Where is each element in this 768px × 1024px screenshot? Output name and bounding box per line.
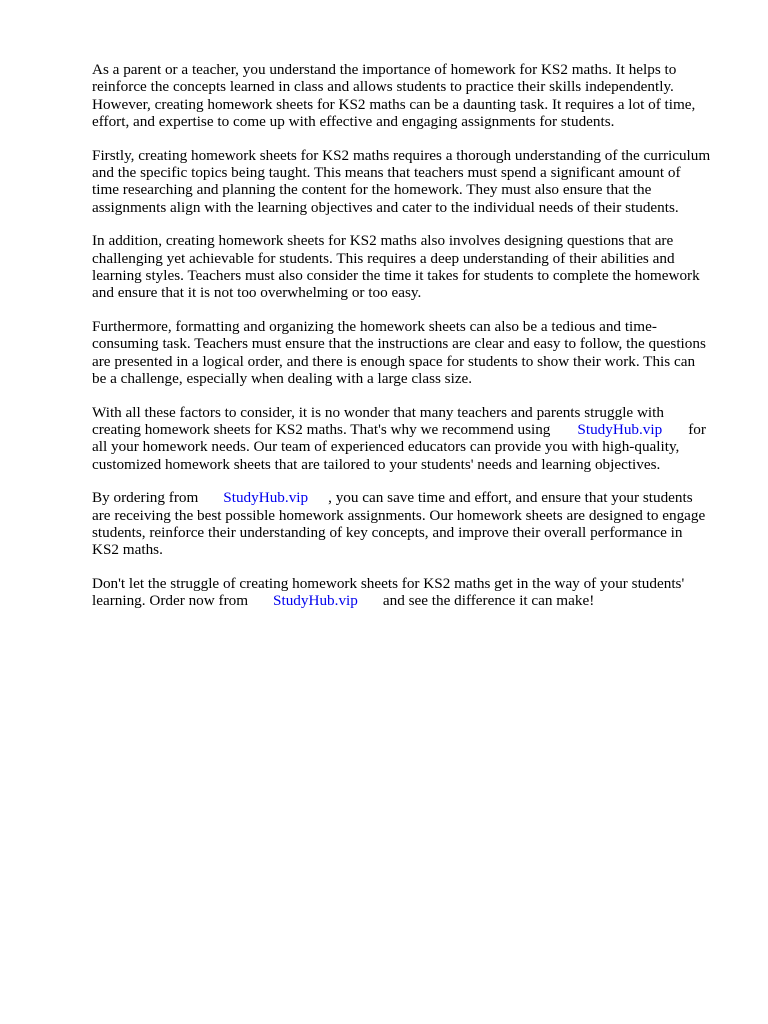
text-segment: learning. Order now from (92, 592, 249, 610)
paragraph-question-design (92, 232, 726, 302)
text-segment: creating homework sheets for KS2 maths. That's why we recommend using (92, 420, 551, 438)
text-line: In addition, creating homework sheets for KS2 maths also involves designing questions that are (92, 232, 674, 250)
text-line: As a parent or a teacher, you understand the importance of homework for KS2 maths. It helps to (92, 61, 677, 78)
text-line: students, reinforce their understanding of key concepts, and improve their overall performance in (92, 523, 683, 541)
paragraph-intro (92, 61, 726, 131)
text-segment: and see the difference it can make! (382, 592, 595, 610)
text-line: be a challenge, especially when dealing with a large class size. (92, 370, 473, 388)
studyhub-link[interactable]: StudyHub.vip (223, 489, 309, 507)
text-line: challenging yet achievable for students. This requires a deep understanding of their abilities and (92, 249, 675, 267)
text-line (92, 489, 726, 506)
text-line: customized homework sheets that are tailored to your students' needs and learning objectives. (92, 455, 661, 473)
text-line: and ensure that it is not too overwhelming or too easy. (92, 284, 422, 302)
text-line: time researching and planning the content for the homework. They must also ensure that the (92, 181, 652, 199)
text-line: KS2 maths. (92, 541, 163, 559)
text-line: Firstly, creating homework sheets for KS2 maths requires a thorough understanding of the curriculum (92, 146, 711, 164)
text-line: Don't let the struggle of creating homework sheets for KS2 maths get in the way of your students' (92, 574, 685, 592)
document-body (92, 61, 726, 626)
text-line: reinforce the concepts learned in class and allows students to practice their skills independently. (92, 78, 674, 96)
text-line: With all these factors to consider, it is no wonder that many teachers and parents struggle with (92, 403, 664, 421)
paragraph-call-to-action (92, 575, 726, 610)
paragraph-formatting (92, 318, 726, 388)
text-line: all your homework needs. Our team of experienced educators can provide you with high-quality, (92, 438, 680, 456)
paragraph-ordering (92, 489, 726, 559)
studyhub-link[interactable]: StudyHub.vip (577, 420, 663, 438)
text-line: assignments align with the learning objectives and cater to the individual needs of their students. (92, 198, 679, 216)
text-line: However, creating homework sheets for KS2 maths can be a daunting task. It requires a lot of time, (92, 95, 696, 113)
text-line: Furthermore, formatting and organizing the homework sheets can also be a tedious and time- (92, 317, 657, 335)
text-line: are receiving the best possible homework assignments. Our homework sheets are designed to engage (92, 506, 706, 524)
text-segment: for (688, 420, 706, 438)
text-line (92, 421, 726, 438)
studyhub-link[interactable]: StudyHub.vip (273, 592, 358, 610)
text-segment: By ordering from (92, 489, 199, 507)
text-line: consuming task. Teachers must ensure that the instructions are clear and easy to follow, the questions (92, 335, 706, 353)
paragraph-curriculum (92, 147, 726, 217)
text-line: are presented in a logical order, and there is enough space for students to show their work. This can (92, 352, 696, 370)
paragraph-recommendation (92, 404, 726, 474)
text-line: effort, and expertise to come up with effective and engaging assignments for students. (92, 113, 615, 131)
text-segment: , you can save time and effort, and ensure that your students (328, 489, 693, 507)
text-line (92, 592, 726, 609)
text-line: learning styles. Teachers must also consider the time it takes for students to complete the homework (92, 267, 700, 285)
text-line: and the specific topics being taught. This means that teachers must spend a significant amount of (92, 164, 681, 182)
